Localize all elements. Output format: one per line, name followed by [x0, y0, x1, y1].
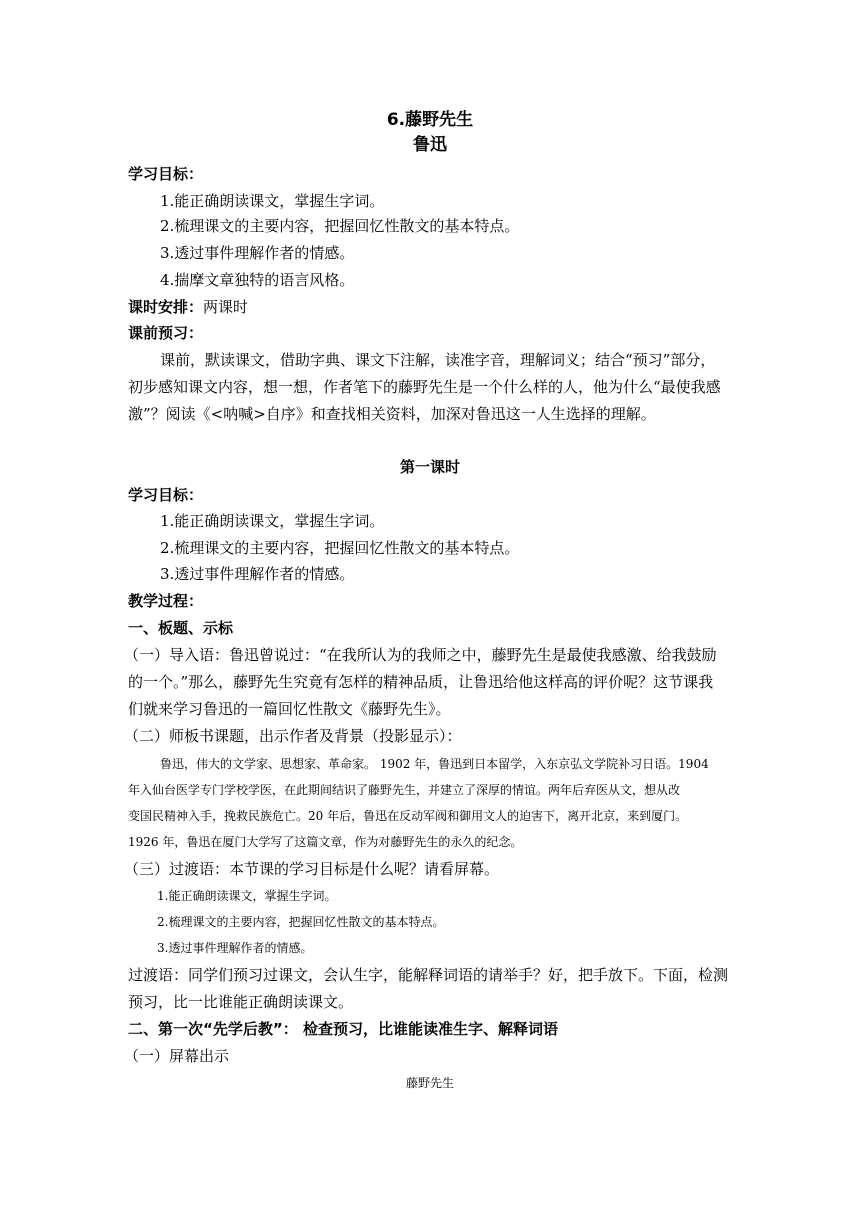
process-heading: 教学过程： [128, 592, 204, 610]
intro-line: 的一个。”那么，藤野先生究竟有怎样的精神品质，让鲁迅给他这样高的评价呢？这节课我 [128, 673, 714, 691]
bio-line: 变国民精神入手，挽救民族危亡。20 年后，鲁迅在反动军阀和御用文人的迫害下，离开北京，来到厦门。 [128, 809, 688, 823]
transition2-line: 预习，比一比谁能正确朗读课文。 [128, 993, 354, 1011]
board-line: （二）师板书课题，出示作者及背景（投影显示）： [124, 727, 462, 745]
transition2-line: 过渡语：同学们预习过课文，会认生字，能解释词语的请举手？好，把手放下。下面，检测 [128, 966, 729, 984]
goal-item: 3.透过事件理解作者的情感。 [160, 244, 355, 262]
schedule-line [128, 297, 248, 317]
goals-heading: 学习目标： [128, 165, 204, 183]
screen-show-line: （一）屏幕出示 [124, 1047, 230, 1065]
screen-title: 藤野先生 [405, 1076, 454, 1090]
section2-heading: 二、第一次“先学后教”： 检查预习，比谁能读准生字、解释词语 [128, 1020, 558, 1038]
bio-line: 1926 年，鲁迅在厦门大学写了这篇文章，作为对藤野先生的永久的纪念。 [128, 835, 523, 849]
bio-line: 鲁迅，伟大的文学家、思想家、革命家。 1902 年，鲁迅到日本留学，入东京弘文学院补习日语。1904 [160, 757, 709, 771]
intro-line: 们就来学习鲁迅的一篇回忆性散文《藤野先生》。 [128, 700, 451, 718]
preview-text-line: 激”？阅读《<呐喊>自序》和查找相关资料，加深对鲁迅这一人生选择的理解。 [128, 405, 656, 423]
lesson1-heading: 第一课时 [399, 458, 460, 476]
lesson1-goals-heading: 学习目标： [128, 486, 204, 504]
goal-item: 1.能正确朗读课文，掌握生字词。 [160, 192, 385, 210]
document-author: 鲁迅 [413, 135, 447, 155]
transition-line: （三）过渡语：本节课的学习目标是什么呢？请看屏幕。 [124, 860, 500, 878]
screen-goal-item: 2.梳理课文的主要内容，把握回忆性散文的基本特点。 [157, 915, 445, 929]
section1-heading: 一、板题、示标 [128, 619, 234, 637]
lesson1-goal-item: 3.透过事件理解作者的情感。 [160, 565, 355, 583]
schedule-label: 课时安排： [128, 298, 204, 316]
screen-goal-item: 3.透过事件理解作者的情感。 [157, 941, 313, 955]
preview-heading: 课前预习： [128, 324, 204, 342]
schedule-value: 两课时 [203, 298, 249, 316]
intro-line: （一）导入语：鲁迅曾说过：“在我所认为的我师之中，藤野先生是最使我感激、给我鼓励 [124, 646, 717, 664]
preview-text-line: 初步感知课文内容，想一想，作者笔下的藤野先生是一个什么样的人，他为什么“最使我感 [128, 378, 721, 396]
goal-item: 2.梳理课文的主要内容，把握回忆性散文的基本特点。 [160, 217, 520, 235]
document-title: 6.藤野先生 [386, 110, 474, 130]
screen-goal-item: 1.能正确朗读课文，掌握生字词。 [157, 889, 337, 903]
lesson1-goal-item: 2.梳理课文的主要内容，把握回忆性散文的基本特点。 [160, 539, 520, 557]
goal-item: 4.揣摩文章独特的语言风格。 [160, 271, 355, 289]
preview-text-line: 课前，默读课文，借助字典、课文下注解，读准字音，理解词义；结合“预习”部分， [160, 351, 716, 369]
bio-line: 年入仙台医学专门学校学医，在此期间结识了藤野先生，并建立了深厚的情谊。两年后弃医从文，想从改 [128, 783, 681, 797]
lesson1-goal-item: 1.能正确朗读课文，掌握生字词。 [160, 512, 385, 530]
